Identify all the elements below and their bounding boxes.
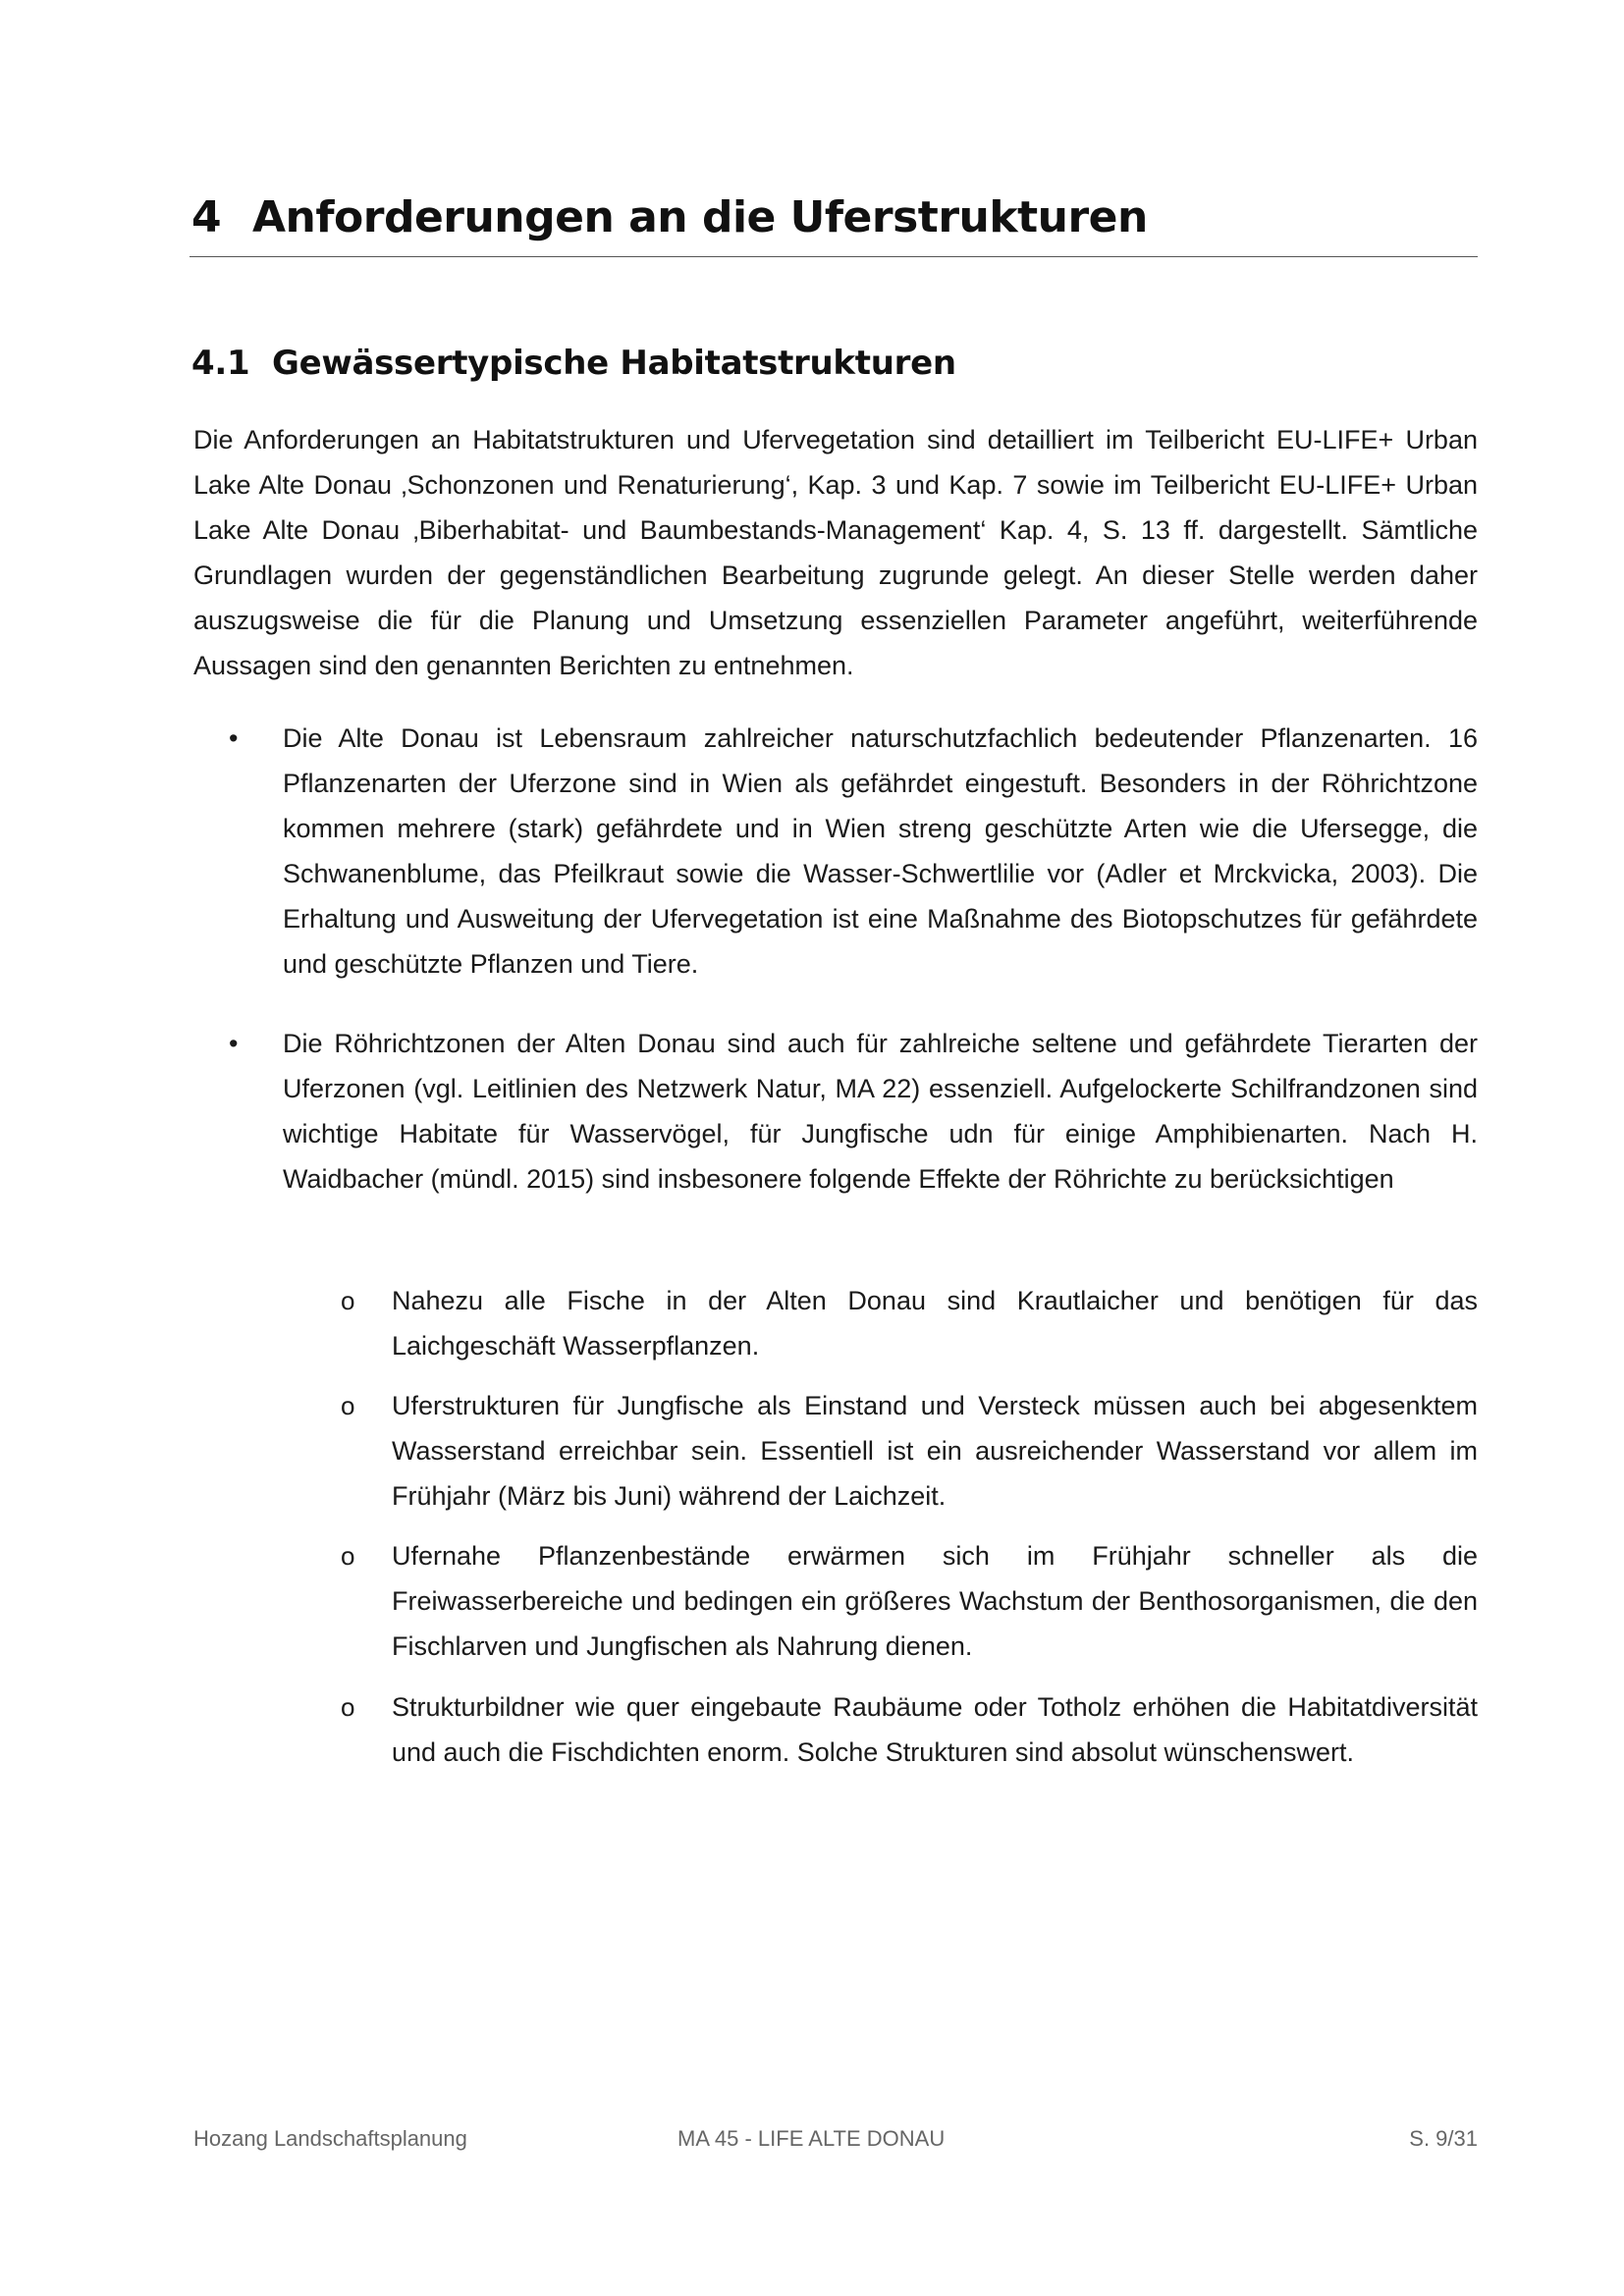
section-title: Gewässertypische Habitatstrukturen (272, 344, 956, 383)
footer-page-number: S. 9/31 (1409, 2126, 1478, 2151)
sub-bullet-marker: o (341, 1286, 355, 1315)
section-number: 4.1 (191, 344, 250, 383)
bullet-item: Die Röhrichtzonen der Alten Donau sind auch für zahlreiche seltene und gefährdete Tierarten der Uferzonen (vgl. Leitlinien des Netzwerk Natur, MA 22) essenziell. Aufgelockerte Schilfrandzonen sind wichtige Habitate für Wasservögel, für Jungfische udn für einige Amphibienarten. Nach H. Waidbacher (mündl. 2015) sind insbesonere folgende Effekte der Röhrichte zu berücksichtigen (283, 1029, 1478, 1194)
intro-paragraph: Die Anforderungen an Habitatstrukturen und Ufervegetation sind detailliert im Teilbericht EU-LIFE+ Urban Lake Alte Donau ‚Schonzonen und Renaturierung‘, Kap. 3 und Kap. 7 sowie im Teilbericht EU-LIFE+ Urban Lake Alte Donau ‚Biberhabitat- und Baumbestands-Management‘ Kap. 4, S. 13 ff. dargestellt. Sämtliche Grundlagen wurden der gegenständlichen Bearbeitung zugrunde gelegt. An dieser Stelle werden daher auszugsweise die für die Planung und Umsetzung essenziellen Parameter angeführt, weiterführende Aussagen sind den genannten Berichten zu entnehmen. (193, 425, 1478, 680)
sub-bullet-item: Strukturbildner wie quer eingebaute Raubäume oder Totholz erhöhen die Habitatdiversität und auch die Fischdichten enorm. Solche Strukturen sind absolut wünschenswert. (392, 1692, 1478, 1767)
chapter-number: 4 (191, 192, 222, 242)
chapter-heading (191, 192, 1478, 242)
sub-bullet-item: Nahezu alle Fische in der Alten Donau sind Krautlaicher und benötigen für das Laichgeschäft Wasserpflanzen. (392, 1286, 1478, 1361)
bullet-item: Die Alte Donau ist Lebensraum zahlreicher naturschutzfachlich bedeutender Pflanzenarten. 16 Pflanzenarten der Uferzone sind in Wien als gefährdet eingestuft. Besonders in der Röhrichtzone kommen mehrere (stark) gefährdete und in Wien streng geschützte Arten wie die Ufersegge, die Schwanenblume, das Pfeilkraut sowie die Wasser-Schwertlilie vor (Adler et Mrckvicka, 2003). Die Erhaltung und Ausweitung der Ufervegetation ist eine Maßnahme des Biotopschutzes für gefährdete und geschützte Pflanzen und Tiere. (283, 723, 1478, 979)
bullet-marker: • (229, 723, 239, 753)
bullet-marker: • (229, 1029, 239, 1058)
footer-author: Hozang Landschaftsplanung (193, 2126, 467, 2151)
footer-project: MA 45 - LIFE ALTE DONAU (677, 2126, 946, 2151)
chapter-title: Anforderungen an die Uferstrukturen (252, 192, 1148, 242)
section-heading (191, 344, 956, 383)
sub-bullet-marker: o (341, 1692, 355, 1722)
sub-bullet-item: Ufernahe Pflanzenbestände erwärmen sich im Frühjahr schneller als die Freiwasserbereiche und bedingen ein größeres Wachstum der Benthosorganismen, die den Fischlarven und Jungfischen als Nahrung dienen. (392, 1541, 1478, 1661)
heading-rule (189, 256, 1478, 257)
sub-bullet-marker: o (341, 1391, 355, 1420)
sub-bullet-marker: o (341, 1541, 355, 1571)
sub-bullet-item: Uferstrukturen für Jungfische als Einstand und Versteck müssen auch bei abgesenktem Wasserstand erreichbar sein. Essentiell ist ein ausreichender Wasserstand vor allem im Frühjahr (März bis Juni) während der Laichzeit. (392, 1391, 1478, 1511)
